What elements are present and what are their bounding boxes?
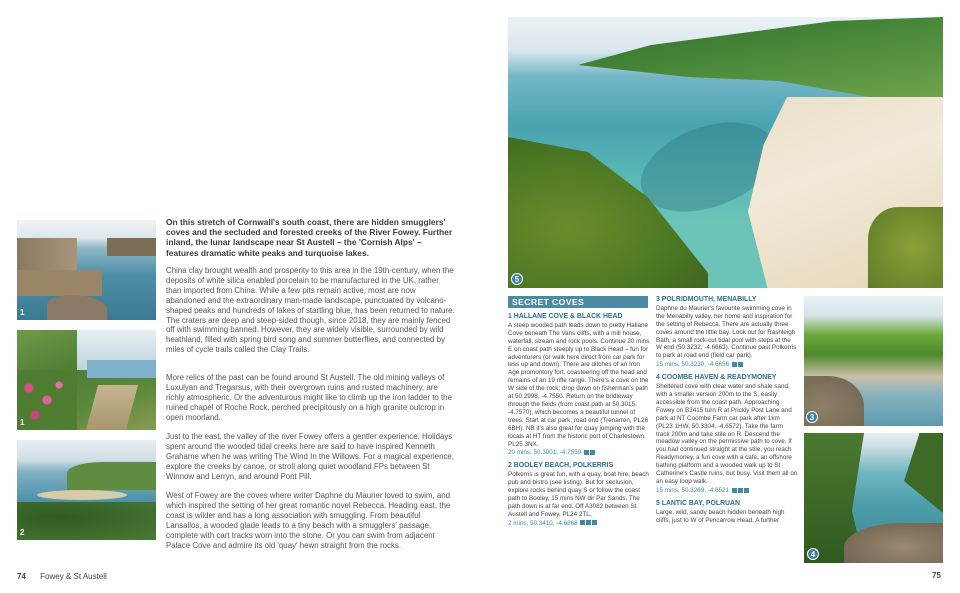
amenity-icon [744, 488, 749, 493]
entry-title: 5 LANTIC BAY, POLRUAN [656, 499, 740, 507]
paragraph-fowey-valley: Just to the east, the valley of the river Fowey offers a gentler experience. Holidays spent around the wooded tidal creeks here are said to have inspired Kenneth Grahame when he was writing The Wind In the Willows. For a magical experience, explore the creeks by canoe, or stroll along quiet woodland FPs between St Winnow and Lerryn, and around Pont Pill. [166, 432, 454, 481]
amenity-icon [738, 488, 743, 493]
entry-body: Daphne du Maurier's favourite swimming cove in the Menabilly valley, her home and inspiration for the setting of Rebecca. There are actually three coves around the little bay. Look out for Rashleigh Bath, a small rock-cut tidal pool with steps at the W end (50.3232, -4.6663). Continue past Polkerris to park at road end (field car park). [656, 304, 797, 360]
column-2 [656, 296, 798, 524]
entry [508, 462, 650, 527]
photo-harbour [17, 220, 156, 320]
entry-title: 1 HALLANE COVE & BLACK HEAD [508, 313, 623, 320]
photo-number: 1 [20, 308, 25, 317]
entry-location: 15 mins, 50.3230, -4.6656 [656, 361, 730, 369]
photo-flower-path [17, 330, 156, 430]
paragraph-relics: More relics of the past can be found around St Austell. The old mining valleys of Luxulyan and Tregarsus, with their overgrown ruins and rusted machinery, are richly atmospheric. Or the adventurous might like to climb up the iron ladder to the ruined chapel of Roche Rock, perched precipitously on a high granite outcrop in open moorland. [166, 373, 452, 422]
entry [656, 374, 798, 495]
entry-location: 2 mins, 50.3410, -4.6868 [508, 519, 578, 527]
chapter-title: Fowey & St Austell [40, 572, 107, 581]
photo-number: 3 [806, 411, 818, 423]
photo-coombe-haven [804, 433, 943, 563]
entry-body: Large, wild, sandy beach hidden beneath high cliffs, just to W of Pencarrow Head. A further [656, 508, 785, 524]
entry-meta [508, 449, 650, 457]
paragraph-china-clay: China clay brought wealth and prosperity to this area in the 19th-century, when the deposits of white silica enabled porcelain to be manufactured in the UK, rather than imported from China. While a few pits remain active, most are now abandoned and the extraordinary man-made landscape, punctuated by volcano-shaped peaks and hundreds of lakes of startling blue, has been returned to nature. The craters are deep and steep-sided though, since 2018, they are mainly fenced off with swimming banned. However, they are widely visible, surrounded by wild heathland, filled with spring bird song and summer butterflies, and connected by miles of cycle trails called the Clay Trails. [166, 266, 455, 355]
page-number: 74 [17, 572, 26, 581]
amenity-icon [732, 488, 737, 493]
amenity-icon [590, 450, 595, 455]
entry [656, 500, 798, 525]
entry-body: Polkerris is great fun, with a quay, boat hire, beach pub and bistro (see listing). But for seclusion, explore rocks behind quay S or follow the coast path to Booley, 15 mins NW dir Par Sands. The path down is at far end. Off A3082 between St Austell and Fowey, PL24 2TL. [508, 471, 649, 518]
entry-meta [656, 487, 798, 495]
entry-title: 2 BOOLEY BEACH, POLKERRIS [508, 462, 614, 470]
photo-number: 2 [20, 528, 25, 537]
entry-title: 4 COOMBE HAVEN & READYMONEY [656, 374, 777, 382]
photo-number: 5 [511, 273, 523, 285]
entry [508, 313, 650, 457]
amenity-icon [586, 520, 591, 525]
section-title: SECRET COVES [508, 296, 648, 308]
entry-meta [508, 520, 650, 528]
paragraph-west-fowey: West of Fowey are the coves where writer Daphne du Maurier loved to swim, and which inspired the setting of her great romantic novel Rebecca. Heading east, the coast is wilder and has a long association with smuggling. From beautiful Lansallos, a wooded glade leads to a tiny beach with a smugglers' passage, complete with cart tracks worn into the stone. Or you can swim from adjacent Palace Cove and admire its old 'quay' hewn straight from the rocks. [166, 491, 451, 550]
footer-left [17, 572, 107, 581]
entry-body: Sheltered cove with clear water and shale sand, with a smaller version 200m to the S, easily accessible from the coast path. Approaching Fowey on B3415 turn R at Prickly Post Lane and park at NT Coombe Farm car park after 1km (PL23 1HW, 50.3304, -4.6572). Take the farm track 200m and take stile on R. Descend the meadow valley on the permissive path to cove. If you had continued straight at the stile, you reach Readymoney, a fun cove with a café, an offshore bathing platform and a wooded walk up to St Catherine's Castle ruins, but busy. Visit them all on an easy loop walk. [656, 383, 798, 485]
entry-location: 20 mins, 50.3001, -4.7559 [508, 449, 582, 457]
entry-meta [656, 361, 798, 369]
entry [656, 296, 798, 369]
entry-body: A steep wooded path leads down to pretty Hallane Cove beneath The Vans cliffs, with a mill house, waterfall, stream and rock pools. Continue 20 mins E on coast path steeply up to Black Head – fun for adventurers (or walk here direct from car park for less up and down). There are ditches of an Iron Age promontory fort, coasteering off the head and remains of an 19 rifle range. There's a cove on the W side of the rock; drop down on fisherman's path at 50.2998, -4.7550. Return on the bridleway through the fields (from coast path at 50.3015, -4.7570), which becomes a beautiful tunnel of trees. Start at car park, road end (Trenarren, PL26 6BH). NB it's also great for quay jumping with the locals at HT from the historic port of Charlestown, PL25 3NX. [508, 321, 650, 448]
amenity-icon [580, 520, 585, 525]
photo-coastline [17, 440, 156, 540]
amenity-icon [584, 450, 589, 455]
amenity-icon [592, 520, 597, 525]
page-number: 75 [932, 571, 941, 580]
amenity-icon [738, 362, 743, 367]
amenity-icon [732, 362, 737, 367]
intro-text: On this stretch of Cornwall's south coast, there are hidden smugglers' coves and the secluded and forested creeks of the River Fowey. Further inland, the lunar landscape near St Austell – the 'Cornish Alps' – features dramatic white peaks and turquoise lakes. [166, 217, 453, 258]
entry-title: 3 POLRIDMOUTH, MENABILLY [656, 296, 757, 303]
photo-number: 1 [20, 418, 25, 427]
entry-location: 15 mins, 50.3269, -4.6521 [656, 486, 730, 494]
photo-polridmouth [804, 296, 943, 426]
photo-beach-cove [508, 17, 943, 288]
column-1 [508, 313, 650, 533]
photo-number: 4 [807, 548, 819, 560]
